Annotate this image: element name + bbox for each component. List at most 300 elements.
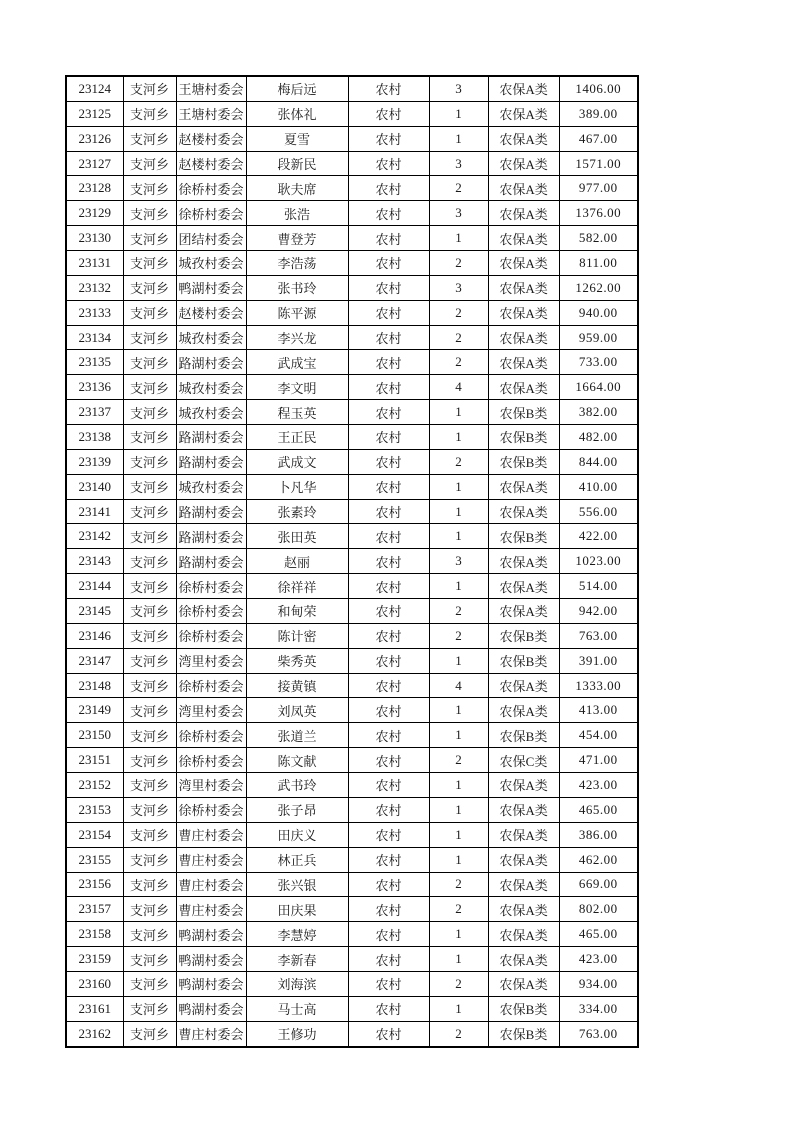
township: 支河乡 xyxy=(123,151,176,176)
township: 支河乡 xyxy=(123,76,176,101)
residence-type: 农村 xyxy=(348,300,429,325)
amount: 389.00 xyxy=(559,101,638,126)
table-row xyxy=(66,748,638,773)
residence-type: 农村 xyxy=(348,350,429,375)
person-count: 2 xyxy=(429,449,488,474)
village-committee: 城孜村委会 xyxy=(176,251,246,276)
record-id: 23153 xyxy=(66,797,123,822)
person-count: 1 xyxy=(429,400,488,425)
insurance-class: 农保A类 xyxy=(488,226,559,251)
village-committee: 鸭湖村委会 xyxy=(176,922,246,947)
table-row xyxy=(66,151,638,176)
residence-type: 农村 xyxy=(348,126,429,151)
township: 支河乡 xyxy=(123,201,176,226)
insurance-class: 农保A类 xyxy=(488,201,559,226)
record-id: 23155 xyxy=(66,847,123,872)
amount: 467.00 xyxy=(559,126,638,151)
person-count: 1 xyxy=(429,996,488,1021)
amount: 514.00 xyxy=(559,574,638,599)
amount: 413.00 xyxy=(559,698,638,723)
person-name: 武书玲 xyxy=(246,773,348,798)
person-name: 李兴龙 xyxy=(246,325,348,350)
record-id: 23137 xyxy=(66,400,123,425)
record-id: 23162 xyxy=(66,1021,123,1046)
record-id: 23131 xyxy=(66,251,123,276)
person-count: 1 xyxy=(429,847,488,872)
village-committee: 路湖村委会 xyxy=(176,425,246,450)
residence-type: 农村 xyxy=(348,996,429,1021)
insurance-class: 农保A类 xyxy=(488,947,559,972)
amount: 465.00 xyxy=(559,797,638,822)
insurance-class: 农保A类 xyxy=(488,474,559,499)
township: 支河乡 xyxy=(123,251,176,276)
person-name: 王修功 xyxy=(246,1021,348,1046)
person-name: 王正民 xyxy=(246,425,348,450)
insurance-class: 农保A类 xyxy=(488,847,559,872)
residence-type: 农村 xyxy=(348,947,429,972)
person-count: 1 xyxy=(429,101,488,126)
table-row xyxy=(66,648,638,673)
township: 支河乡 xyxy=(123,797,176,822)
insurance-class: 农保A类 xyxy=(488,897,559,922)
village-committee: 曹庄村委会 xyxy=(176,1021,246,1046)
table-row xyxy=(66,947,638,972)
person-count: 1 xyxy=(429,499,488,524)
record-id: 23128 xyxy=(66,176,123,201)
residence-type: 农村 xyxy=(348,822,429,847)
person-count: 1 xyxy=(429,773,488,798)
township: 支河乡 xyxy=(123,176,176,201)
amount: 1664.00 xyxy=(559,375,638,400)
residence-type: 农村 xyxy=(348,499,429,524)
record-id: 23157 xyxy=(66,897,123,922)
record-id: 23150 xyxy=(66,723,123,748)
record-id: 23130 xyxy=(66,226,123,251)
village-committee: 鸭湖村委会 xyxy=(176,971,246,996)
township: 支河乡 xyxy=(123,648,176,673)
residence-type: 农村 xyxy=(348,623,429,648)
township: 支河乡 xyxy=(123,822,176,847)
person-name: 林正兵 xyxy=(246,847,348,872)
person-name: 张素玲 xyxy=(246,499,348,524)
insurance-class: 农保A类 xyxy=(488,176,559,201)
person-count: 2 xyxy=(429,176,488,201)
insurance-class: 农保A类 xyxy=(488,574,559,599)
table-row xyxy=(66,574,638,599)
insurance-class: 农保B类 xyxy=(488,449,559,474)
person-name: 陈文献 xyxy=(246,748,348,773)
amount: 940.00 xyxy=(559,300,638,325)
person-count: 3 xyxy=(429,549,488,574)
residence-type: 农村 xyxy=(348,897,429,922)
person-count: 1 xyxy=(429,524,488,549)
village-committee: 路湖村委会 xyxy=(176,350,246,375)
person-count: 2 xyxy=(429,599,488,624)
township: 支河乡 xyxy=(123,275,176,300)
insurance-class: 农保A类 xyxy=(488,300,559,325)
person-count: 2 xyxy=(429,325,488,350)
record-id: 23156 xyxy=(66,872,123,897)
township: 支河乡 xyxy=(123,947,176,972)
village-committee: 王塘村委会 xyxy=(176,101,246,126)
amount: 382.00 xyxy=(559,400,638,425)
record-id: 23160 xyxy=(66,971,123,996)
record-id: 23136 xyxy=(66,375,123,400)
amount: 582.00 xyxy=(559,226,638,251)
amount: 386.00 xyxy=(559,822,638,847)
record-id: 23145 xyxy=(66,599,123,624)
person-count: 2 xyxy=(429,748,488,773)
residence-type: 农村 xyxy=(348,773,429,798)
record-id: 23133 xyxy=(66,300,123,325)
table-row xyxy=(66,773,638,798)
amount: 763.00 xyxy=(559,623,638,648)
insurance-class: 农保A类 xyxy=(488,76,559,101)
village-committee: 徐桥村委会 xyxy=(176,574,246,599)
township: 支河乡 xyxy=(123,375,176,400)
table-row xyxy=(66,101,638,126)
insurance-class: 农保B类 xyxy=(488,623,559,648)
record-id: 23140 xyxy=(66,474,123,499)
table-row xyxy=(66,499,638,524)
person-name: 和甸荣 xyxy=(246,599,348,624)
person-name: 张田英 xyxy=(246,524,348,549)
amount: 334.00 xyxy=(559,996,638,1021)
residence-type: 农村 xyxy=(348,251,429,276)
village-committee: 徐桥村委会 xyxy=(176,748,246,773)
amount: 465.00 xyxy=(559,922,638,947)
residence-type: 农村 xyxy=(348,425,429,450)
person-count: 1 xyxy=(429,574,488,599)
person-count: 1 xyxy=(429,648,488,673)
table-row xyxy=(66,425,638,450)
person-name: 徐祥祥 xyxy=(246,574,348,599)
record-id: 23151 xyxy=(66,748,123,773)
village-committee: 城孜村委会 xyxy=(176,375,246,400)
person-count: 1 xyxy=(429,797,488,822)
person-count: 2 xyxy=(429,623,488,648)
village-committee: 湾里村委会 xyxy=(176,698,246,723)
township: 支河乡 xyxy=(123,474,176,499)
village-committee: 湾里村委会 xyxy=(176,648,246,673)
village-committee: 路湖村委会 xyxy=(176,499,246,524)
table-row xyxy=(66,1021,638,1046)
person-count: 1 xyxy=(429,922,488,947)
insurance-class: 农保A类 xyxy=(488,499,559,524)
residence-type: 农村 xyxy=(348,375,429,400)
township: 支河乡 xyxy=(123,698,176,723)
residence-type: 农村 xyxy=(348,673,429,698)
insurance-class: 农保B类 xyxy=(488,1021,559,1046)
insurance-class: 农保A类 xyxy=(488,350,559,375)
residence-type: 农村 xyxy=(348,449,429,474)
table-row xyxy=(66,847,638,872)
person-count: 1 xyxy=(429,126,488,151)
person-count: 4 xyxy=(429,375,488,400)
person-name: 曹登芳 xyxy=(246,226,348,251)
person-name: 田庆果 xyxy=(246,897,348,922)
residence-type: 农村 xyxy=(348,872,429,897)
village-committee: 曹庄村委会 xyxy=(176,872,246,897)
insurance-class: 农保A类 xyxy=(488,673,559,698)
table-row xyxy=(66,76,638,101)
township: 支河乡 xyxy=(123,449,176,474)
record-id: 23161 xyxy=(66,996,123,1021)
village-committee: 曹庄村委会 xyxy=(176,847,246,872)
record-id: 23129 xyxy=(66,201,123,226)
person-name: 赵丽 xyxy=(246,549,348,574)
residence-type: 农村 xyxy=(348,1021,429,1046)
table-row xyxy=(66,449,638,474)
township: 支河乡 xyxy=(123,425,176,450)
township: 支河乡 xyxy=(123,922,176,947)
table-row xyxy=(66,126,638,151)
residence-type: 农村 xyxy=(348,698,429,723)
record-id: 23148 xyxy=(66,673,123,698)
amount: 1262.00 xyxy=(559,275,638,300)
table-row xyxy=(66,599,638,624)
person-name: 陈计密 xyxy=(246,623,348,648)
residence-type: 农村 xyxy=(348,151,429,176)
records-table xyxy=(65,75,639,1048)
village-committee: 曹庄村委会 xyxy=(176,822,246,847)
person-count: 1 xyxy=(429,425,488,450)
amount: 482.00 xyxy=(559,425,638,450)
insurance-class: 农保A类 xyxy=(488,126,559,151)
township: 支河乡 xyxy=(123,499,176,524)
residence-type: 农村 xyxy=(348,101,429,126)
table-row xyxy=(66,872,638,897)
person-name: 田庆义 xyxy=(246,822,348,847)
insurance-class: 农保A类 xyxy=(488,971,559,996)
record-id: 23154 xyxy=(66,822,123,847)
insurance-class: 农保A类 xyxy=(488,872,559,897)
township: 支河乡 xyxy=(123,325,176,350)
amount: 733.00 xyxy=(559,350,638,375)
residence-type: 农村 xyxy=(348,524,429,549)
table-row xyxy=(66,251,638,276)
person-count: 1 xyxy=(429,226,488,251)
township: 支河乡 xyxy=(123,126,176,151)
person-count: 2 xyxy=(429,300,488,325)
residence-type: 农村 xyxy=(348,325,429,350)
person-name: 耿夫席 xyxy=(246,176,348,201)
person-name: 陈平源 xyxy=(246,300,348,325)
person-name: 李文明 xyxy=(246,375,348,400)
table-row xyxy=(66,698,638,723)
residence-type: 农村 xyxy=(348,748,429,773)
residence-type: 农村 xyxy=(348,599,429,624)
amount: 410.00 xyxy=(559,474,638,499)
residence-type: 农村 xyxy=(348,226,429,251)
person-count: 2 xyxy=(429,251,488,276)
township: 支河乡 xyxy=(123,897,176,922)
township: 支河乡 xyxy=(123,549,176,574)
person-name: 张体礼 xyxy=(246,101,348,126)
table-row xyxy=(66,996,638,1021)
table-row xyxy=(66,400,638,425)
amount: 391.00 xyxy=(559,648,638,673)
person-name: 武成文 xyxy=(246,449,348,474)
record-id: 23142 xyxy=(66,524,123,549)
person-name: 刘凤英 xyxy=(246,698,348,723)
residence-type: 农村 xyxy=(348,201,429,226)
record-id: 23126 xyxy=(66,126,123,151)
person-name: 李新春 xyxy=(246,947,348,972)
township: 支河乡 xyxy=(123,101,176,126)
village-committee: 城孜村委会 xyxy=(176,474,246,499)
village-committee: 团结村委会 xyxy=(176,226,246,251)
table-row xyxy=(66,723,638,748)
person-name: 武成宝 xyxy=(246,350,348,375)
record-id: 23124 xyxy=(66,76,123,101)
residence-type: 农村 xyxy=(348,176,429,201)
record-id: 23158 xyxy=(66,922,123,947)
record-id: 23139 xyxy=(66,449,123,474)
insurance-class: 农保A类 xyxy=(488,375,559,400)
insurance-class: 农保A类 xyxy=(488,251,559,276)
village-committee: 路湖村委会 xyxy=(176,549,246,574)
table-row xyxy=(66,797,638,822)
village-committee: 王塘村委会 xyxy=(176,76,246,101)
person-count: 1 xyxy=(429,947,488,972)
insurance-class: 农保A类 xyxy=(488,549,559,574)
insurance-class: 农保C类 xyxy=(488,748,559,773)
amount: 1376.00 xyxy=(559,201,638,226)
township: 支河乡 xyxy=(123,872,176,897)
record-id: 23125 xyxy=(66,101,123,126)
residence-type: 农村 xyxy=(348,797,429,822)
township: 支河乡 xyxy=(123,773,176,798)
table-row xyxy=(66,673,638,698)
township: 支河乡 xyxy=(123,723,176,748)
record-id: 23147 xyxy=(66,648,123,673)
table-row xyxy=(66,226,638,251)
table-row xyxy=(66,822,638,847)
amount: 1023.00 xyxy=(559,549,638,574)
village-committee: 鸭湖村委会 xyxy=(176,947,246,972)
person-name: 张兴银 xyxy=(246,872,348,897)
record-id: 23159 xyxy=(66,947,123,972)
village-committee: 赵楼村委会 xyxy=(176,300,246,325)
village-committee: 徐桥村委会 xyxy=(176,673,246,698)
person-count: 2 xyxy=(429,1021,488,1046)
amount: 942.00 xyxy=(559,599,638,624)
record-id: 23152 xyxy=(66,773,123,798)
record-id: 23127 xyxy=(66,151,123,176)
amount: 1571.00 xyxy=(559,151,638,176)
township: 支河乡 xyxy=(123,623,176,648)
insurance-class: 农保B类 xyxy=(488,996,559,1021)
insurance-class: 农保A类 xyxy=(488,101,559,126)
amount: 462.00 xyxy=(559,847,638,872)
table-row xyxy=(66,897,638,922)
person-count: 3 xyxy=(429,151,488,176)
record-id: 23134 xyxy=(66,325,123,350)
person-name: 刘海滨 xyxy=(246,971,348,996)
table-row xyxy=(66,176,638,201)
village-committee: 曹庄村委会 xyxy=(176,897,246,922)
insurance-class: 农保A类 xyxy=(488,275,559,300)
insurance-class: 农保B类 xyxy=(488,524,559,549)
residence-type: 农村 xyxy=(348,400,429,425)
insurance-class: 农保B类 xyxy=(488,723,559,748)
insurance-class: 农保A类 xyxy=(488,822,559,847)
record-id: 23138 xyxy=(66,425,123,450)
residence-type: 农村 xyxy=(348,574,429,599)
table-row xyxy=(66,971,638,996)
insurance-class: 农保A类 xyxy=(488,151,559,176)
amount: 934.00 xyxy=(559,971,638,996)
table-row xyxy=(66,524,638,549)
amount: 423.00 xyxy=(559,773,638,798)
person-count: 2 xyxy=(429,350,488,375)
person-count: 1 xyxy=(429,723,488,748)
person-count: 1 xyxy=(429,474,488,499)
amount: 556.00 xyxy=(559,499,638,524)
village-committee: 徐桥村委会 xyxy=(176,797,246,822)
insurance-class: 农保A类 xyxy=(488,922,559,947)
amount: 454.00 xyxy=(559,723,638,748)
table-row xyxy=(66,275,638,300)
village-committee: 徐桥村委会 xyxy=(176,623,246,648)
amount: 977.00 xyxy=(559,176,638,201)
table-row xyxy=(66,325,638,350)
amount: 1406.00 xyxy=(559,76,638,101)
insurance-class: 农保B类 xyxy=(488,425,559,450)
township: 支河乡 xyxy=(123,599,176,624)
insurance-class: 农保A类 xyxy=(488,773,559,798)
amount: 802.00 xyxy=(559,897,638,922)
village-committee: 徐桥村委会 xyxy=(176,723,246,748)
township: 支河乡 xyxy=(123,350,176,375)
village-committee: 路湖村委会 xyxy=(176,524,246,549)
record-id: 23149 xyxy=(66,698,123,723)
residence-type: 农村 xyxy=(348,971,429,996)
table-row xyxy=(66,350,638,375)
person-count: 3 xyxy=(429,201,488,226)
table-row xyxy=(66,922,638,947)
residence-type: 农村 xyxy=(348,723,429,748)
insurance-class: 农保A类 xyxy=(488,797,559,822)
person-count: 1 xyxy=(429,698,488,723)
table-row xyxy=(66,201,638,226)
person-count: 4 xyxy=(429,673,488,698)
record-id: 23146 xyxy=(66,623,123,648)
table-row xyxy=(66,300,638,325)
person-name: 张道兰 xyxy=(246,723,348,748)
township: 支河乡 xyxy=(123,1021,176,1046)
amount: 423.00 xyxy=(559,947,638,972)
person-count: 2 xyxy=(429,971,488,996)
township: 支河乡 xyxy=(123,524,176,549)
person-name: 马士高 xyxy=(246,996,348,1021)
village-committee: 城孜村委会 xyxy=(176,400,246,425)
township: 支河乡 xyxy=(123,300,176,325)
insurance-class: 农保A类 xyxy=(488,325,559,350)
person-name: 程玉英 xyxy=(246,400,348,425)
township: 支河乡 xyxy=(123,226,176,251)
township: 支河乡 xyxy=(123,971,176,996)
record-id: 23143 xyxy=(66,549,123,574)
person-name: 张子昂 xyxy=(246,797,348,822)
person-count: 3 xyxy=(429,76,488,101)
person-name: 段新民 xyxy=(246,151,348,176)
person-name: 夏雪 xyxy=(246,126,348,151)
township: 支河乡 xyxy=(123,748,176,773)
amount: 844.00 xyxy=(559,449,638,474)
amount: 959.00 xyxy=(559,325,638,350)
